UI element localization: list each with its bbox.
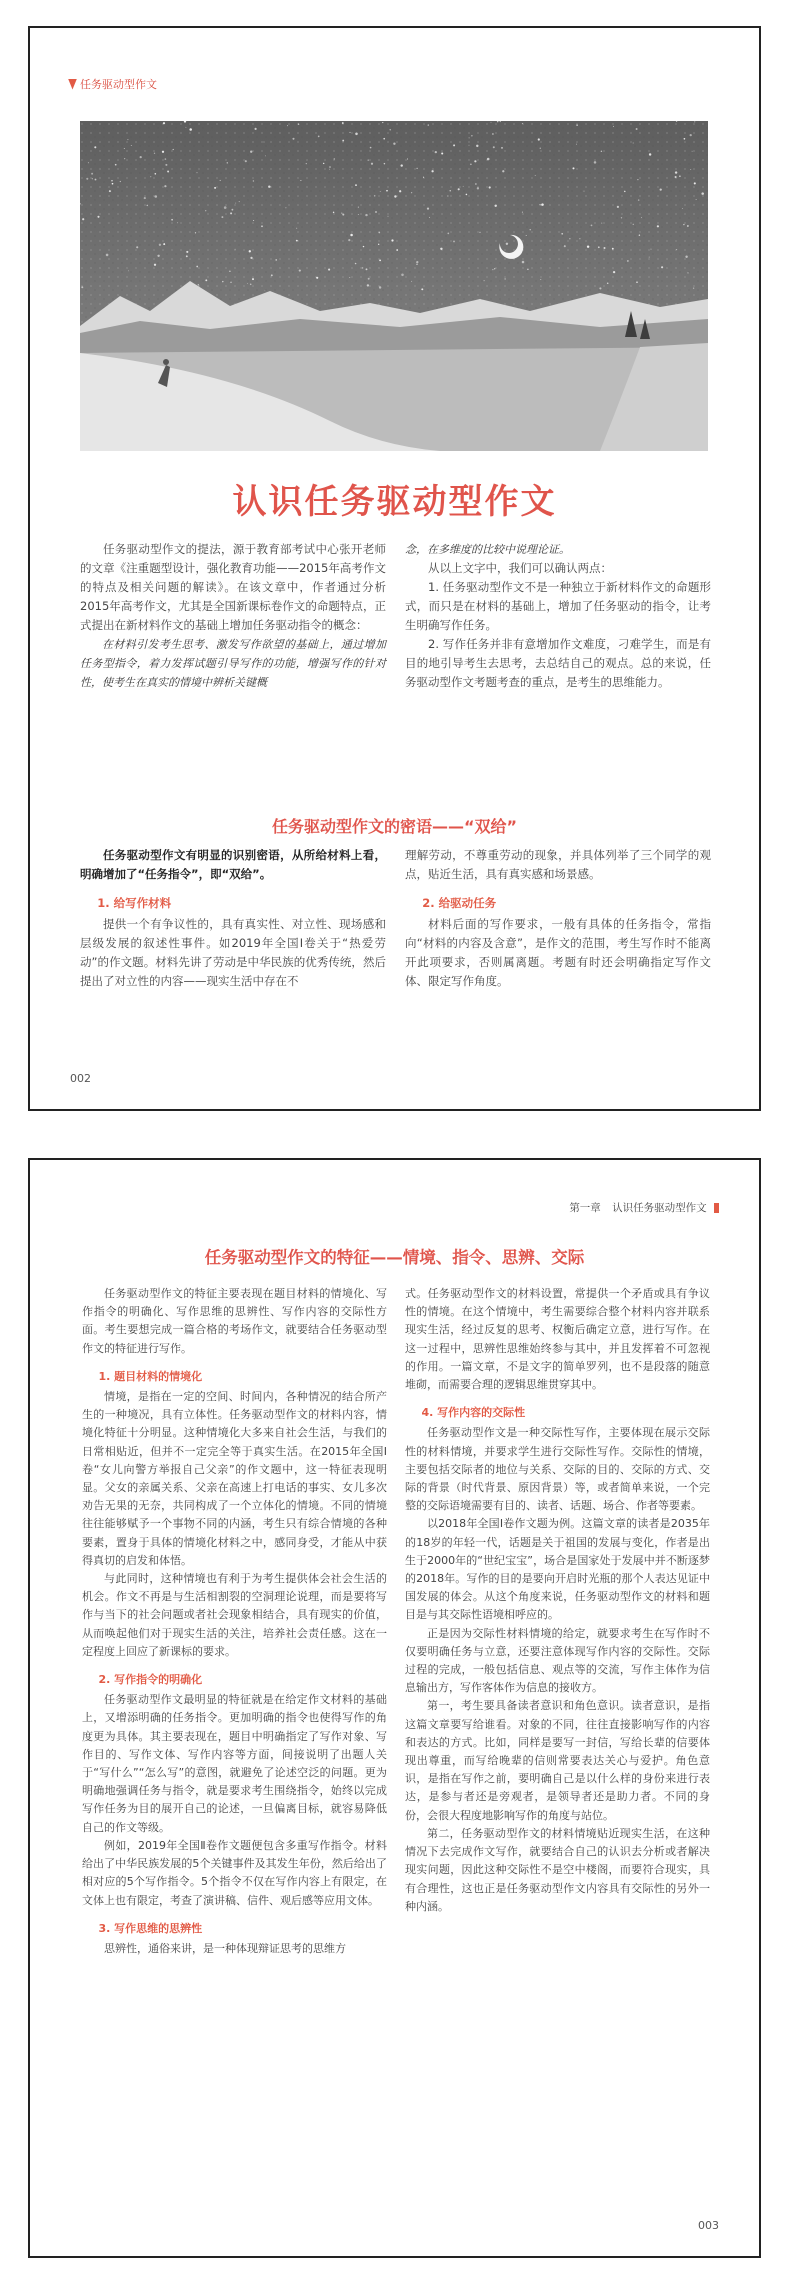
page-002 xyxy=(28,26,761,1111)
header-label: 任务驱动型作文 xyxy=(80,78,157,91)
subheading-3-text: 思辨性，通俗来讲，是一种体现辩证思考的思维方 xyxy=(104,1941,346,1955)
header-mark-icon xyxy=(68,79,77,90)
shuanggei-right-column xyxy=(405,846,711,991)
subheading-2-text: 任务驱动型作文最明显的特征就是在给定作文材料的基础上，又增添明确的任务指令。更加明确的指令也使得写作的角度更为具体。其主要表现在，题目中明确指定了写作对象、写作目的、写作文体、写作内容等方面，间接说明了出题人关于“写什么”“怎么写”的意图，就避免了论述空泛的问题。更为明确地强调任务与指令，就是要求考生围绕指令，始终以完成写作任务为目的展开自己的论述，一旦偏离目标，就容易降低自己的作文等级。 xyxy=(82,1693,387,1834)
subheading-2: 2. 给驱动任务 xyxy=(422,896,497,910)
subheading-1-text: 提供一个有争议性的，具有真实性、对立性、现场感和层级发展的叙述性事件。如2019年全国Ⅰ卷关于“热爱劳动”的作文题。材料先讲了劳动是中华民族的优秀传统，然后提出了对立性的内容——现实生活中存在不 xyxy=(80,917,386,988)
page-number: 003 xyxy=(698,2219,719,2232)
page-number: 002 xyxy=(70,1072,91,1085)
subheading-2-text: 材料后面的写作要求，一般有具体的任务指令，常指向“材料的内容及含意”，是作文的范围，考生写作时不能离开此项要求，否则属离题。考题有时还会明确指定写作文体、限定写作角度。 xyxy=(405,917,711,988)
page-title: 认识任务驱动型作文 xyxy=(232,482,557,522)
running-header xyxy=(569,1200,719,1215)
intro-right-column xyxy=(405,540,711,692)
header-label: 认识任务驱动型作文 xyxy=(612,1202,707,1214)
shuanggei-left-column xyxy=(80,846,386,991)
hero-illustration xyxy=(80,121,708,451)
subheading-1-text-2: 与此同时，这种情境也有利于为考生提供体会社会生活的机会。作文不再是与生活相割裂的空洞理论说理，而是要将写作与当下的社会问题或者社会现象相结合，具有现实的价值，从而唤起他们对于现实生活的关注，培养社会责任感。这在一定程度上回应了新课标的要求。 xyxy=(82,1572,387,1658)
second-point-paragraph: 第二，任务驱动型作文的材料情境贴近现实生活，在这种情况下去完成作文写作，就要结合自己的认识去分析或者解决现实问题，因此这种交际性不是空中楼阁，而要符合现实，具有合理性，这也正是任务驱动型作文内容具有交际性的另外一种内涵。 xyxy=(405,1826,710,1913)
night-landscape-illustration xyxy=(80,121,708,451)
subheading-1-text: 情境，是指在一定的空间、时间内，各种情况的结合所产生的一种境况，具有立体性。任务驱动型作文的材料内容，情境化特征十分明显。这种情境化大多来自社会生活，与我们的日常相贴近，但并不一定完全等于真实生活。在2015年全国Ⅰ卷“女儿向警方举报自己父亲”的作文题中，这一特征表现明显。父女的亲属关系、父亲在高速上打电话的事实、女儿多次劝告无果的无奈，共同构成了一个立体化的情境。不同的情境往往能够赋予一个事物不同的内涵，考生只有综合情境的各种要素，置身于具体的情境化材料之中，感同身受，才能从中获得真切的启发和体悟。 xyxy=(82,1390,387,1567)
running-header xyxy=(68,76,157,92)
intro-point-1: 1. 任务驱动型作文不是一种独立于新材料作文的命题形式，而只是在材料的基础上，增加了任务驱动的指令，让考生明确写作任务。 xyxy=(405,580,711,632)
subheading-1: 1. 给写作材料 xyxy=(97,896,172,910)
subheading-2-text-2: 例如，2019年全国Ⅱ卷作文题便包含多重写作指令。材料给出了中华民族发展的5个关键事件及其发生年份，然后给出了相对应的5个写作指令。5个指令不仅在写作内容上有限定，在文体上也有限定，考查了演讲稿、信件、观后感等应用文体。 xyxy=(82,1838,387,1907)
features-intro: 任务驱动型作文的特征主要表现在题目材料的情境化、写作指令的明确化、写作思维的思辨性、写作内容的交际性方面。考生要想完成一篇合格的考场作文，就要结合任务驱动型作文的特征进行写作。 xyxy=(82,1287,387,1355)
first-point-paragraph: 第一，考生要具备读者意识和角色意识。读者意识，是指这篇文章要写给谁看。对象的不同，往往直接影响写作的内容和表达的方式。比如，同样是要写一封信，写给长辈的信要体现出尊重，而写给晚辈的信则常要表达关心与爱护。角色意识，是指在写作之前，要明确自己是以什么样的身份来进行表达，是参与者还是旁观者，是领导者还是助力者。不同的身份，会很大程度地影响写作的角度与站位。 xyxy=(405,1699,710,1822)
page-003 xyxy=(28,1158,761,2258)
subheading-4-text: 任务驱动型作文是一种交际性写作，主要体现在展示交际性的材料情境，并要求学生进行交际性写作。交际性的情境，主要包括交际者的地位与关系、交际的目的、交际的方式、交际的背景（时代背景、原因背景）等，或者简单来说，一个完整的交际语境需要有目的、读者、话题、场合、作者等要素。 xyxy=(405,1426,710,1513)
example-paragraph: 以2018年全国Ⅰ卷作文题为例。这篇文章的读者是2035年的18岁的年轻一代，话题是关于祖国的发展与变化，作者是出生于2000年的“世纪宝宝”，场合是国家处于发展中并不断逐梦的2018年。写作的目的是要向开启时光瓶的那个人表达见证中国发展的体会。从这个角度来说，任务驱动型作文的材料和题目是与其交际性语境相呼应的。 xyxy=(405,1517,710,1622)
subheading-4: 4. 写作内容的交际性 xyxy=(421,1406,526,1420)
section-intro: 任务驱动型作文有明显的识别密语，从所给材料上看，明确增加了“任务指令”，即“双给”。 xyxy=(80,848,386,881)
intro-point-2: 2. 写作任务并非有意增加作文难度，刁难学生，而是有目的地引导考生去思考，去总结自己的观点。总的来说，任务驱动型作文考题考查的重点，是考生的思维能力。 xyxy=(405,637,711,689)
chapter-label: 第一章 xyxy=(569,1202,601,1214)
quote-continued: 念，在多维度的比较中说理论证。 xyxy=(405,543,570,556)
section-title: 任务驱动型作文的特征——情境、指令、思辨、交际 xyxy=(204,1248,585,1267)
section-title: 任务驱动型作文的密语——“双给” xyxy=(271,817,518,836)
continued-text: 理解劳动，不尊重劳动的现象，并具体列举了三个同学的观点，贴近生活，具有真实感和场景感。 xyxy=(405,848,711,881)
intro-left-column xyxy=(80,540,386,692)
subheading-2: 2. 写作指令的明确化 xyxy=(98,1673,203,1687)
subheading-3: 3. 写作思维的思辨性 xyxy=(98,1921,203,1935)
features-right-column xyxy=(405,1285,710,1916)
intro-point-lead: 从以上文字中，我们可以确认两点： xyxy=(428,561,612,575)
intro-paragraph: 任务驱动型作文的提法，源于教育部考试中心张开老师的文章《注重题型设计，强化教育功能——2015年高考作文的特点及相关问题的解读》。在该文章中，作者通过分析2015年高考作文，尤其是全国新课标卷作文的命题特点，正式提出在新材料作文的基础上增加任务驱动指令的概念： xyxy=(80,542,386,632)
header-bar-icon xyxy=(714,1203,719,1213)
requirement-paragraph: 正是因为交际性材料情境的给定，就要求考生在写作时不仅要明确任务与立意，还要注意体现写作内容的交际性。交际过程的完成，一般包括信息、观点等的交流，写作主体作为信息输出方，写作客体作为信息的接收方。 xyxy=(405,1626,710,1695)
features-left-column xyxy=(82,1285,387,1958)
quote-text: 在材料引发考生思考、激发写作欲望的基础上，通过增加任务型指令，着力发挥试题引导写作的功能，增强写作的针对性，使考生在真实的情境中辨析关键概 xyxy=(80,638,386,689)
subheading-1: 1. 题目材料的情境化 xyxy=(98,1369,203,1383)
continued-text: 式。任务驱动型作文的材料设置，常提供一个矛盾或具有争议性的情境。在这个情境中，考生需要综合整个材料内容并联系现实生活，经过反复的思考、权衡后确定立意，进行写作。在这一过程中，思辨性思维始终参与其中，并且发挥着不可忽视的作用。一篇文章，不是文字的简单罗列，也不是段落的随意堆砌，而需要合理的逻辑思维贯穿其中。 xyxy=(405,1287,710,1392)
